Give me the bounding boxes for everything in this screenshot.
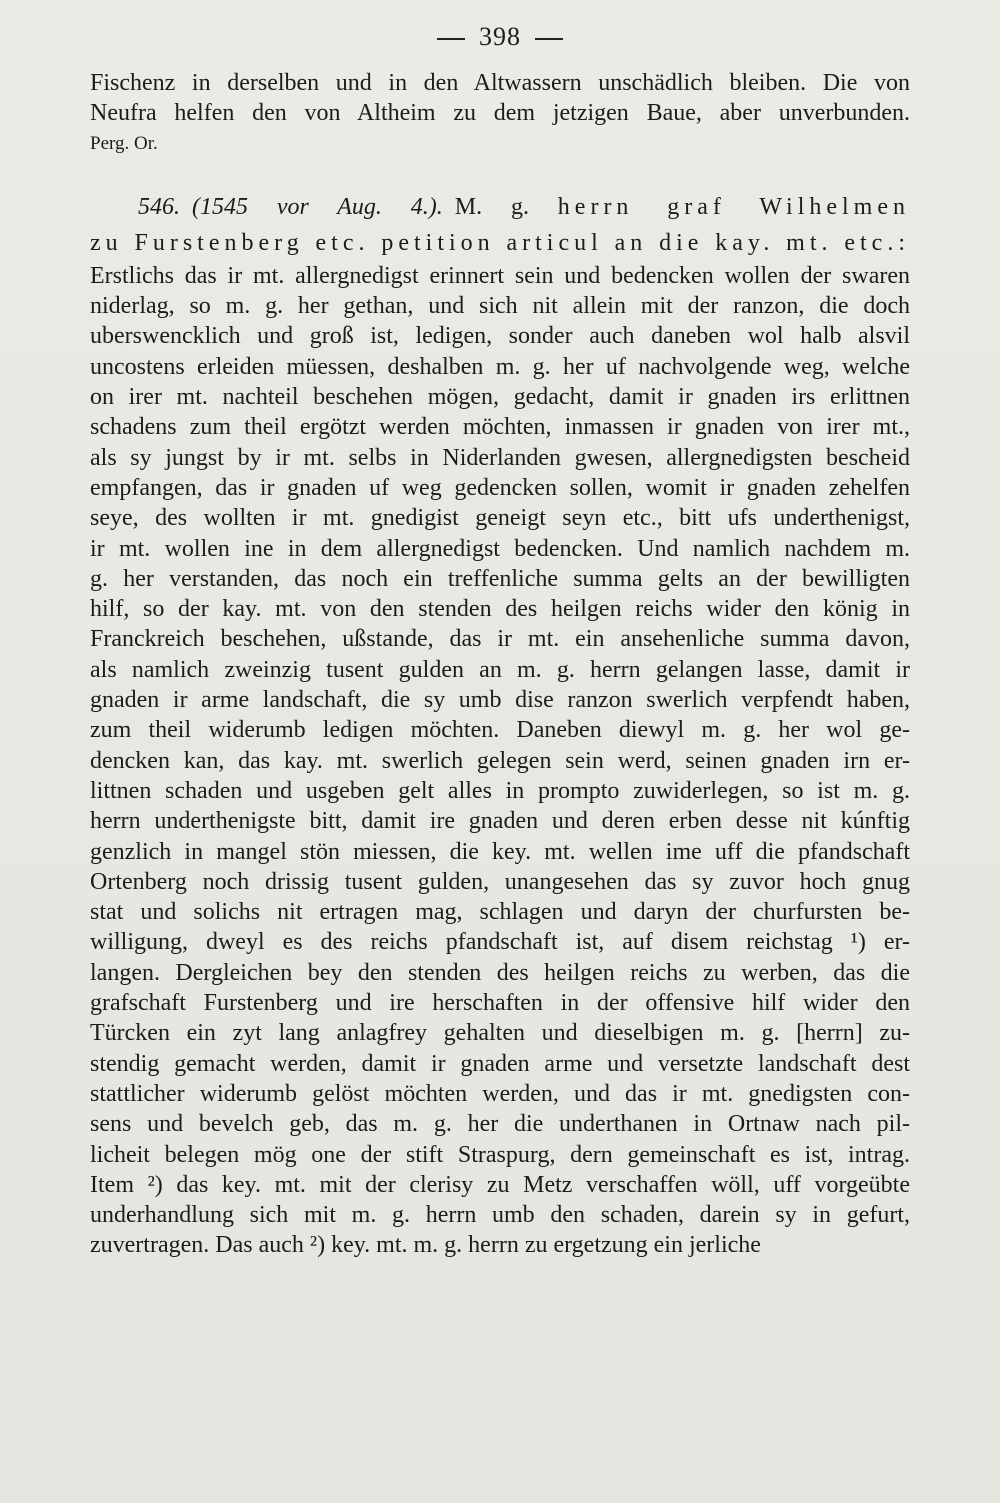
text-line: sens und bevelch geb, das m. g. her die underthanen in Ortnaw nach pil- — [90, 1111, 910, 1138]
text-line: genzlich in mangel stön miessen, die key. mt. wellen ime uff die pfandschaft — [90, 838, 910, 865]
dash-right — [535, 38, 563, 40]
text-line: als namlich zweinzig tusent gulden an m. g. herrn gelangen lasse, damit ir — [90, 656, 910, 683]
text-line: g. her verstanden, das noch ein treffenliche summa gelts an der bewilligten — [90, 565, 910, 592]
text-line: uberswencklich und groß ist, ledigen, sonder auch daneben wol halb alsvil — [90, 323, 910, 350]
intro-source: Perg. Or. — [90, 132, 158, 154]
text-line: langen. Dergleichen bey den stenden des heilgen reichs zu werben, das die — [90, 959, 910, 986]
text-line: zum theil widerumb ledigen möchten. Daneben diewyl m. g. her wol ge- — [90, 717, 910, 744]
entry-heading-line-2: zu Furstenberg etc. petition articul an die kay. mt. etc.: — [90, 229, 910, 256]
text-line: dencken kan, das kay. mt. swerlich gelegen sein werd, seinen gnaden irn er- — [90, 747, 910, 774]
entry-text — [90, 261, 910, 1261]
entry-heading-line-1 — [90, 189, 910, 225]
page-number-text: 398 — [479, 22, 521, 51]
text-line: grafschaft Furstenberg und ire herschaften in der offensive hilf wider den — [90, 990, 910, 1017]
text-line: Erstlichs das ir mt. allergnedigst erinnert sein und bedencken wollen der swaren — [90, 262, 910, 289]
text-line: stattlicher widerumb gelöst möchten werden, und das ir mt. gnedigsten con- — [90, 1080, 910, 1107]
text-line: willigung, dweyl es des reichs pfandschaft ist, auf disem reichstag ¹) er- — [90, 929, 910, 956]
text-line: Türcken ein zyt lang anlagfrey gehalten und dieselbigen m. g. [herrn] zu- — [90, 1020, 910, 1047]
entry-heading-start: M. g. — [454, 193, 558, 220]
text-line: licheit belegen mög one der stift Straspurg, dern gemeinschaft es ist, intrag. — [90, 1141, 910, 1168]
text-line: ir mt. wollen ine in dem allergnedigst bedencken. Und namlich nachdem m. — [90, 535, 910, 562]
text-line: Ortenberg noch drissig tusent gulden, unangesehen das sy zuvor hoch gnug — [90, 868, 910, 895]
text-line: Franckreich beschehen, ußstande, das ir mt. ein ansehenliche summa davon, — [90, 626, 910, 653]
text-line: littnen schaden und usgeben gelt alles in prompto zuwiderlegen, so ist m. g. — [90, 777, 910, 804]
intro-line: Fischenz in derselben und in den Altwassern unschädlich bleiben. Die von — [90, 70, 910, 96]
entry-heading-spaced: herrn graf Wilhelmen — [557, 193, 911, 220]
text-line: gnaden ir arme landschaft, die sy umb dise ranzon swerlich verpfendt haben, — [90, 687, 910, 714]
text-line: uncostens erleiden müessen, deshalben m. g. her uf nachvolgende weg, welche — [90, 353, 910, 380]
entry-number: 546. — [138, 193, 180, 220]
text-line: als sy jungst by ir mt. selbs in Niderlanden gwesen, allergnedigsten bescheid — [90, 444, 910, 471]
text-line: empfangen, das ir gnaden uf weg gedencken sollen, womit ir gnaden zehelfen — [90, 474, 910, 501]
page-body — [90, 68, 910, 1261]
text-line: underhandlung sich mit m. g. herrn umb den schaden, darein sy in gefurt, — [90, 1202, 910, 1229]
paragraph-gap — [90, 159, 910, 189]
text-line: hilf, so der kay. mt. von den stenden des heilgen reichs wider den könig in — [90, 596, 910, 623]
text-line: seye, des wollten ir mt. gnedigist geneigt seyn etc., bitt ufs underthenigst, — [90, 505, 910, 532]
text-line: herrn underthenigste bitt, damit ire gnaden und deren erben desse nit kúnftig — [90, 808, 910, 835]
text-line: zuvertragen. Das auch ²) key. mt. m. g. herrn zu ergetzung ein jerliche — [90, 1232, 761, 1259]
text-line: stendig gemacht werden, damit ir gnaden arme und versetzte landschaft dest — [90, 1050, 910, 1077]
text-line: niderlag, so m. g. her gethan, und sich nit allein mit der ranzon, die doch — [90, 293, 910, 320]
text-line: stat und solichs nit ertragen mag, schlagen und daryn der churfursten be- — [90, 899, 910, 926]
entry-date: (1545 vor Aug. 4.). — [192, 193, 443, 220]
text-line: schadens zum theil ergötzt werden möchten, inmassen ir gnaden von irer mt., — [90, 414, 910, 441]
dash-left — [437, 38, 465, 40]
intro-line: Neufra helfen den von Altheim zu dem jetzigen Baue, aber unverbunden. — [90, 100, 910, 127]
page-number — [0, 22, 1000, 52]
text-line: Item ²) das key. mt. mit der clerisy zu Metz verschaffen wöll, uff vorgeübte — [90, 1171, 910, 1198]
text-line: on irer mt. nachteil beschehen mögen, gedacht, damit ir gnaden irs erlittnen — [90, 384, 910, 411]
